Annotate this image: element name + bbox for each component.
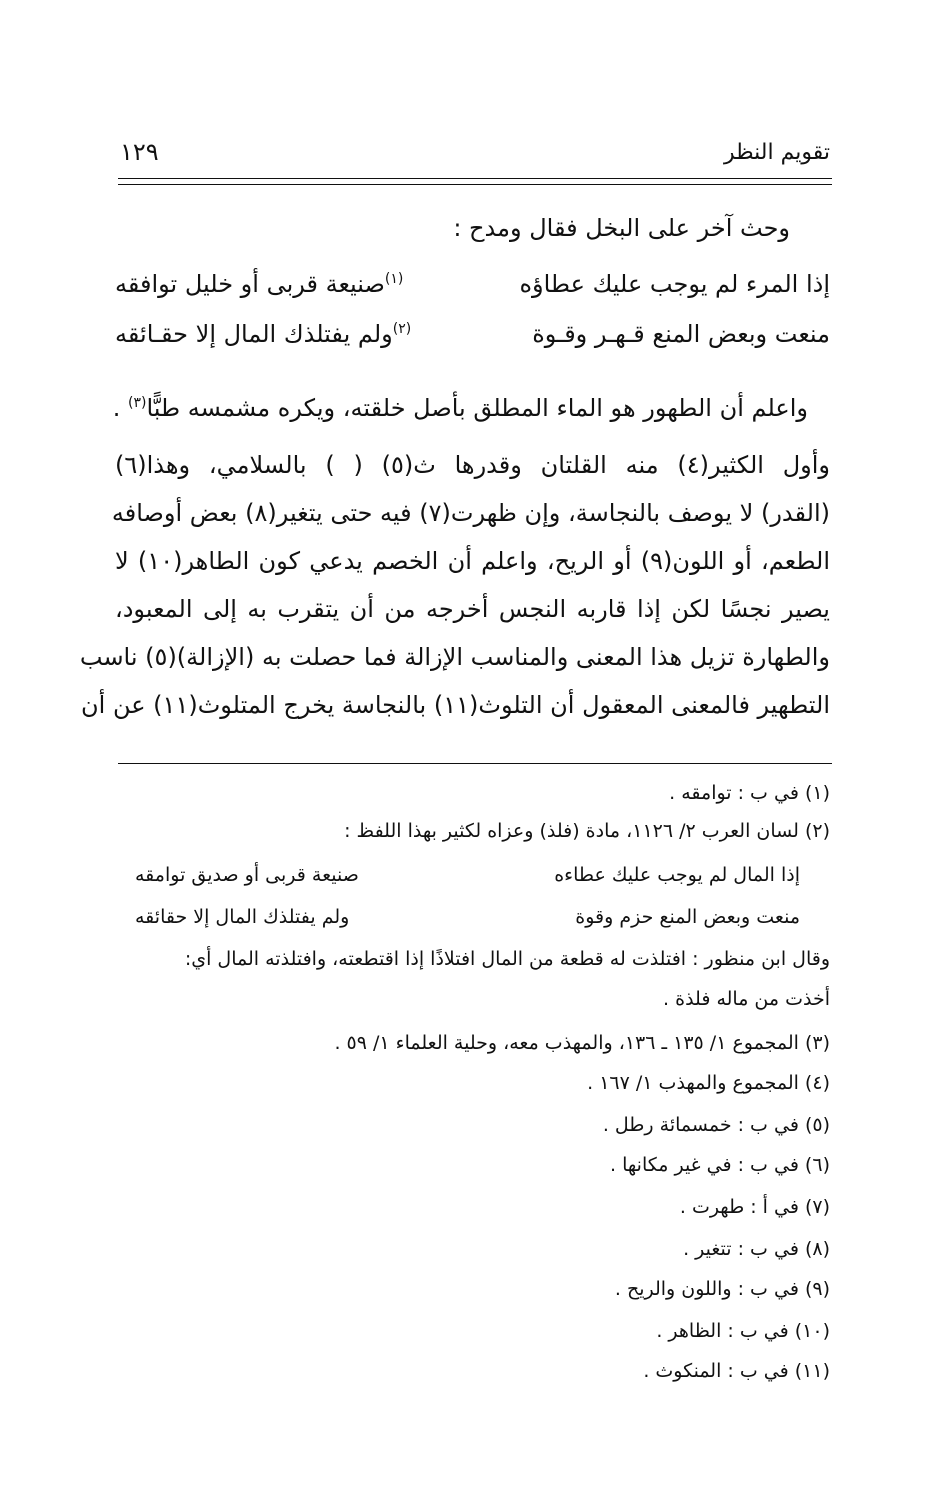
footnote-4: (٤) المجموع والمهذب ١/ ١٦٧ .	[587, 1072, 830, 1094]
footnote-11: (١١) في ب : المنكوث .	[643, 1360, 830, 1382]
footnote-2-verse-2: منعت وبعض المنع حزم وقوة ولم يفتلذك المال إلا حقائقه	[135, 906, 800, 928]
footnote-marker: (٣)	[127, 395, 147, 411]
paragraph-2-line-2: (القدر) لا يوصف بالنجاسة، وإن ظهرت(٧) فيه حتى يتغير(٨) بعض أوصافه	[111, 499, 830, 527]
footnote-marker: (١)	[384, 271, 404, 287]
verse-2-second-hemistich: $^{(٢)}$ولم يفتلذك المال إلا حقـائقه	[115, 320, 412, 348]
verse-1-second-hemistich: $^{(١)}$صنيعة قربى أو خليل توافقه	[115, 270, 404, 298]
intro-line: وحث آخر على البخل فقال ومدح :	[453, 214, 790, 242]
header-rule-double	[118, 184, 832, 185]
footnote-marker: (٢)	[392, 321, 412, 337]
footnote-2-verse-1: إذا المال لم يوجب عليك عطاءه صنيعة قربى أو صديق توامقه	[135, 864, 800, 886]
footnote-5: (٥) في ب : خمسمائة رطل .	[602, 1114, 830, 1136]
paragraph-2-line-6: التطهير فالمعنى المعقول أن التلوث(١١) بالنجاسة يخرج المتلوث(١١) عن أن	[81, 691, 830, 719]
page-number: ١٢٩	[120, 138, 159, 166]
footnote-2-comment-line-2: أخذت من ماله فلذة .	[663, 988, 830, 1010]
verse-1-first-hemistich: إذا المرء لم يوجب عليك عطاؤه	[519, 270, 830, 298]
footnote-2-comment-line-1: وقال ابن منظور : افتلذت له قطعة من المال افتلاذًا إذا اقتطعته، وافتلذته المال أي:	[184, 948, 830, 970]
verse-2-first-hemistich: منعت وبعض المنع قـهـر وقـوة	[532, 320, 830, 348]
footnote-separator	[118, 763, 832, 764]
footnote-8: (٨) في ب : تتغير .	[683, 1238, 830, 1260]
footnote-10: (١٠) في ب : الظاهر .	[656, 1320, 830, 1342]
footnote-6: (٦) في ب : في غير مكانها .	[610, 1154, 830, 1176]
verse-2	[115, 320, 830, 360]
paragraph-2-line-3: الطعم، أو اللون(٩) أو الريح، واعلم أن الخصم يدعي كون الطاهر(١٠) لا	[115, 547, 830, 575]
paragraph-2-line-4: يصير نجسًا لكن إذا قاربه النجس أخرجه من أن يتقرب به إلى المعبود،	[115, 595, 830, 623]
footnote-3: (٣) المجموع ١/ ١٣٥ ـ ١٣٦، والمهذب معه، وحلية العلماء ١/ ٥٩ .	[334, 1032, 830, 1054]
paragraph-2-line-5: والطهارة تزيل هذا المعنى والمناسب الإزالة فما حصلت به (الإزالة)(٥) ناسب	[79, 643, 830, 671]
paragraph-1: واعلم أن الطهور هو الماء المطلق بأصل خلقته، ويكره مشمسه طبًّا$^{(٣)}$ .	[112, 394, 808, 422]
footnote-2: (٢) لسان العرب ٢/ ١١٢٦، مادة (فلذ) وعزاه لكثير بهذا اللفظ :	[344, 820, 830, 842]
footnote-9: (٩) في ب : واللون والريح .	[614, 1278, 830, 1300]
footnote-1: (١) في ب : توامقه .	[669, 782, 830, 804]
paragraph-2-line-1: وأول الكثير(٤) منه القلتان وقدرها ث(٥) ( ) بالسلامي، وهذا(٦)	[115, 451, 831, 479]
header-rule	[118, 178, 832, 179]
verse-1	[115, 270, 830, 310]
running-header-title: تقويم النظر	[723, 140, 830, 165]
footnote-7: (٧) في أ : طهرت .	[679, 1196, 830, 1218]
